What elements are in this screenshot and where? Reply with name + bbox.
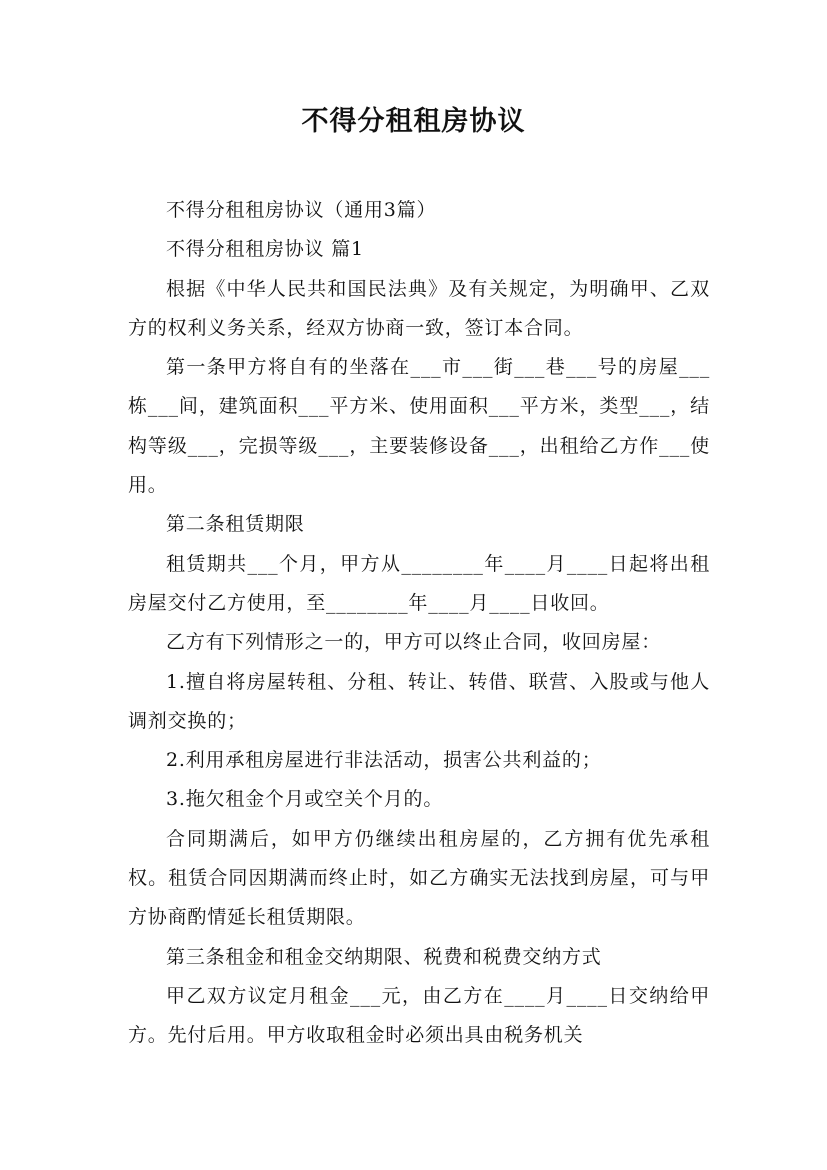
document-body	[128, 191, 710, 1056]
paragraph: 根据《中华人民共和国民法典》及有关规定，为明确甲、乙双方的权利义务关系，经双方协商一致，签订本合同。	[128, 277, 710, 339]
document-title: 不得分租租房协议	[301, 106, 526, 137]
paragraph: 乙方有下列情形之一的，甲方可以终止合同，收回房屋：	[166, 631, 662, 654]
paragraph-subtitle: 不得分租租房协议（通用3篇）	[166, 199, 437, 221]
paragraph-clause-heading: 第三条租金和租金交纳期限、税费和税费交纳方式	[166, 945, 602, 968]
list-item: 2.利用承租房屋进行非法活动，损害公共利益的；	[166, 749, 602, 772]
paragraph-clause-heading: 第二条租赁期限	[166, 513, 305, 536]
paragraph: 合同期满后，如甲方仍继续出租房屋的，乙方拥有优先承租权。租赁合同因期满而终止时，如乙方确实无法找到房屋，可与甲方协商酌情延长租赁期限。	[128, 827, 710, 929]
paragraph: 租赁期共___个月，甲方从________年____月____日起将出租房屋交付乙方使用，至________年____月____日收回。	[128, 552, 710, 614]
paragraph: 第一条甲方将自有的坐落在___市___街___巷___号的房屋___栋___间，建筑面积___平方米、使用面积___平方米，类型___，结构等级___，完损等级___，主要装修设备___，出租给乙方作___使用。	[128, 356, 710, 497]
paragraph-section-heading: 不得分租租房协议 篇1	[166, 238, 364, 261]
paragraph: 甲乙双方议定月租金___元，由乙方在____月____日交纳给甲方。先付后用。甲方收取租金时必须出具由税务机关	[128, 984, 710, 1047]
list-item: 3.拖欠租金个月或空关个月的。	[166, 788, 444, 811]
list-item: 1.擅自将房屋转租、分租、转让、转借、联营、入股或与他人调剂交换的；	[128, 670, 710, 732]
